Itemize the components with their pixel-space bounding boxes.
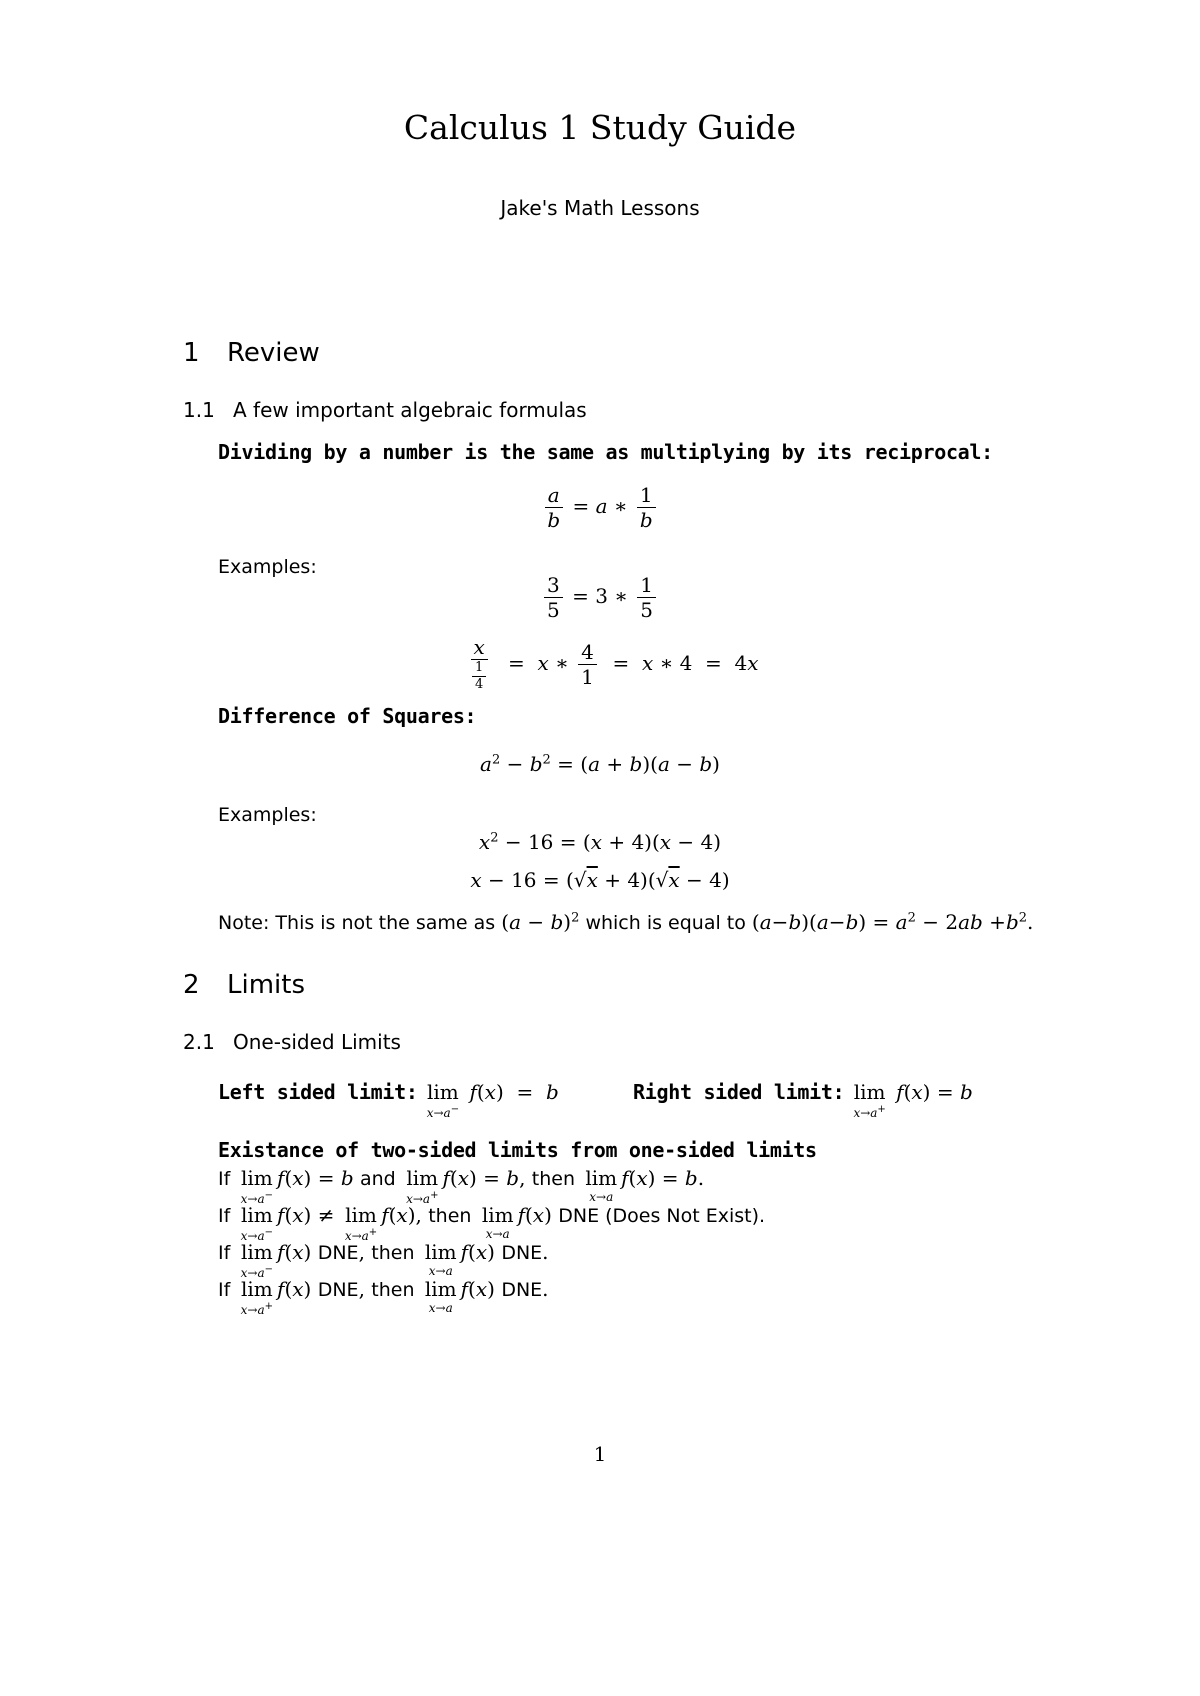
subsection-heading-formulas bbox=[183, 398, 587, 422]
equation-example-three-fifths: $\frac{3}{5}$ = 3 ∗ $\frac{1}{5}$ bbox=[0, 574, 1200, 621]
limit-rule-4: If lim x→a+ f(x) DNE, then lim x→a f(x) DNE. bbox=[218, 1277, 549, 1317]
subsection-heading-one-sided bbox=[183, 1030, 401, 1054]
left-sided-limit-definition: Left sided limit: lim x→a− f(x) = b bbox=[218, 1080, 559, 1120]
section-number: 1 bbox=[183, 338, 200, 368]
equation-example-x-squared: $x^2 - 16 = (x + 4)(x - 4)$ bbox=[478, 830, 722, 854]
document-author: Jake's Math Lessons bbox=[500, 196, 700, 220]
limit-rule-2: If lim x→a− f(x) ≠ lim x→a+ f(x), then lim x→a f(x) DNE (Does Not Exist). bbox=[218, 1203, 766, 1243]
right-limit-label: Right sided limit: bbox=[633, 1080, 845, 1104]
difference-of-squares-heading: Difference of Squares: bbox=[218, 704, 477, 728]
note-mid: which is equal to bbox=[585, 912, 746, 934]
subsection-title: One-sided Limits bbox=[233, 1030, 401, 1054]
section-heading-review bbox=[183, 338, 320, 368]
dividing-heading: Dividing by a number is the same as multiplying by its reciprocal: bbox=[218, 440, 993, 464]
note-paragraph: Note: This is not the same as $(a - b)^2$ which is equal to $(a-b)(a-b) = a^2 - 2ab +b^2$. bbox=[218, 910, 1034, 934]
limit-rule-1: If lim x→a− f(x) = b and lim x→a+ f(x) = b, then lim x→a f(x) = b. bbox=[218, 1166, 705, 1206]
equation-example-sqrt: x − 16 = (√x + 4)(√x − 4) bbox=[470, 868, 730, 892]
section-title: Limits bbox=[227, 970, 305, 1000]
right-sided-limit-definition: Right sided limit: lim x→a+ f(x) = b bbox=[633, 1080, 973, 1120]
subsection-number: 1.1 bbox=[183, 398, 215, 422]
examples-label-1: Examples: bbox=[218, 556, 317, 578]
equation-reciprocal: $\frac{a}{b}$ = a ∗ $\frac{1}{b}$ bbox=[0, 484, 1200, 531]
section-heading-limits bbox=[183, 970, 305, 1000]
subsection-title: A few important algebraic formulas bbox=[233, 398, 587, 422]
section-number: 2 bbox=[183, 970, 200, 1000]
document-title: Calculus 1 Study Guide bbox=[403, 108, 797, 147]
limit-rule-3: If lim x→a− f(x) DNE, then lim x→a f(x) DNE. bbox=[218, 1240, 549, 1280]
section-title: Review bbox=[227, 338, 320, 368]
subsection-number: 2.1 bbox=[183, 1030, 215, 1054]
left-limit-label: Left sided limit: bbox=[218, 1080, 418, 1104]
equation-example-complex-fraction: $\frac{x}{\frac{1}{4}}$ = x ∗ $\frac{4}{1}$ = x ∗ 4 = 4x bbox=[463, 636, 759, 693]
page-number: 1 bbox=[593, 1442, 607, 1466]
equation-difference-of-squares: $a^2 - b^2 = (a + b)(a - b)$ bbox=[480, 752, 720, 776]
note-prefix: Note: This is not the same as bbox=[218, 912, 496, 934]
examples-label-2: Examples: bbox=[218, 804, 317, 826]
existance-heading: Existance of two-sided limits from one-sided limits bbox=[218, 1138, 817, 1162]
